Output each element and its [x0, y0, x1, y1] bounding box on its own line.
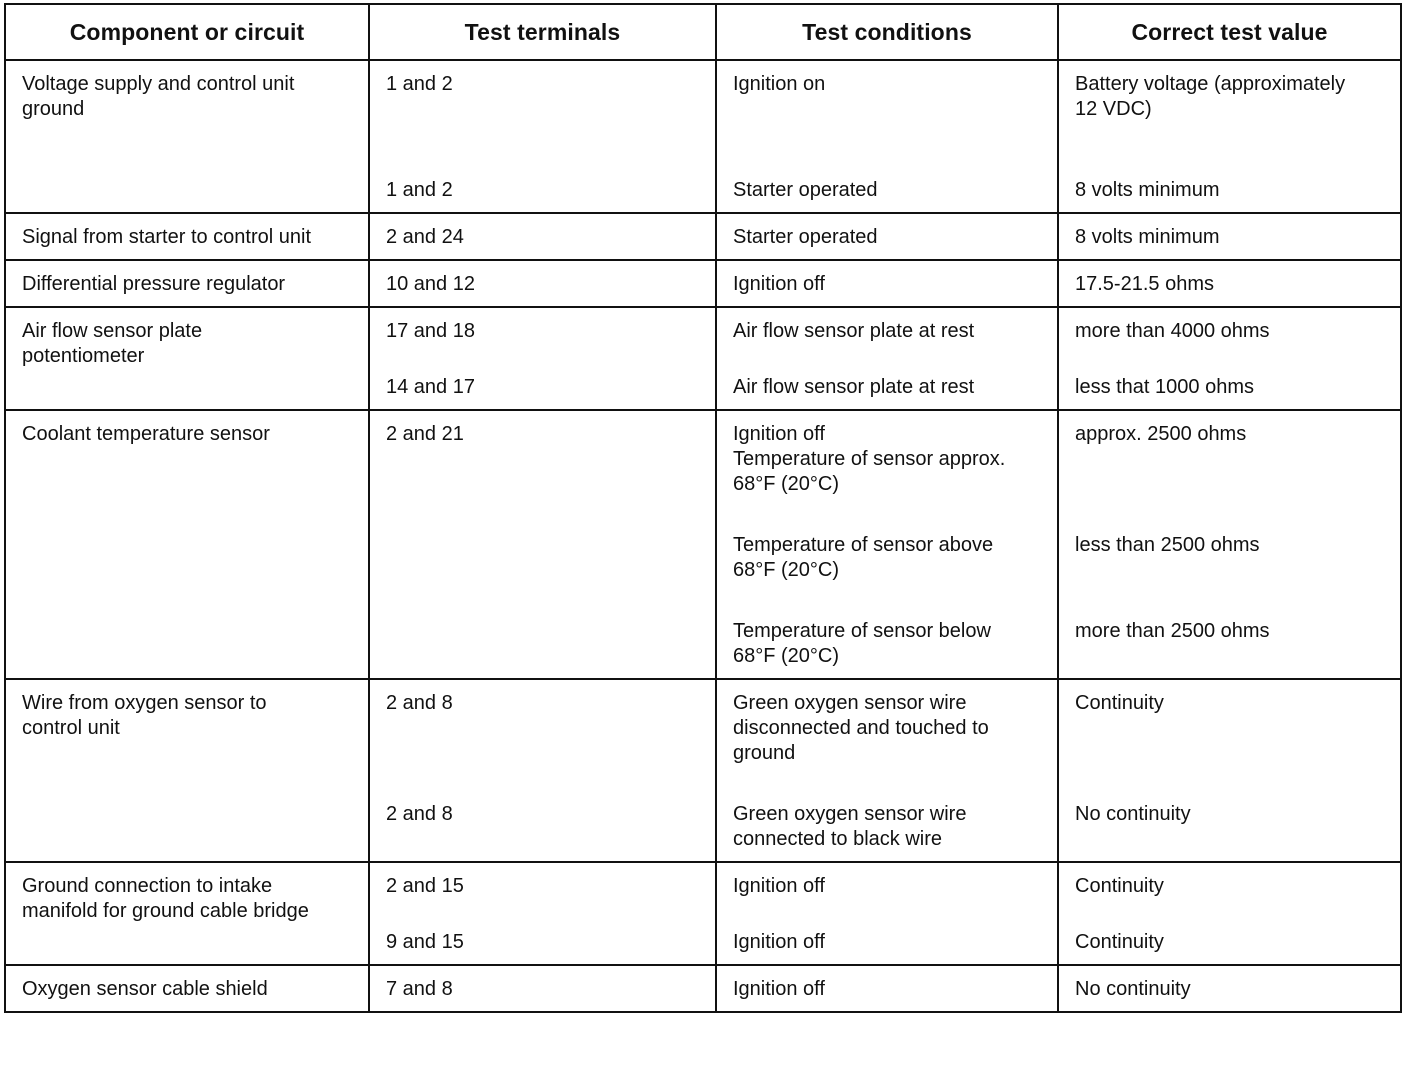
component-text: Coolant temperature sensor [22, 423, 270, 445]
test-entry [386, 619, 705, 669]
test-entry [1075, 930, 1390, 955]
test-entry [1075, 375, 1390, 400]
value-text: less than 2500 ohms [1075, 534, 1260, 556]
value-text: Continuity [1075, 875, 1164, 897]
test-entry [733, 319, 1047, 344]
value-text: No continuity [1075, 803, 1191, 825]
conditions-text: Starter operated [733, 226, 878, 248]
terminals-text: 2 and 24 [386, 226, 464, 248]
component-text: Differential pressure regulator [22, 273, 286, 295]
component-text: manifold for ground cable bridge [22, 900, 309, 922]
component-text: Air flow sensor plate [22, 320, 203, 342]
table-row [5, 679, 1401, 862]
header-component: Component or circuit [5, 4, 369, 60]
terminals-cell [369, 213, 716, 260]
terminals-text: 17 and 18 [386, 320, 475, 342]
test-entry [733, 930, 1047, 955]
test-entry [386, 72, 705, 122]
test-entry [386, 691, 705, 766]
conditions-text: 68°F (20°C) [733, 473, 840, 495]
value-text: Battery voltage (approximately [1075, 73, 1346, 95]
conditions-text: Ignition off [733, 875, 825, 897]
value-cell [1058, 679, 1401, 862]
value-text: more than 4000 ohms [1075, 320, 1270, 342]
conditions-cell [716, 307, 1058, 410]
test-entry [1075, 178, 1390, 203]
entry-spacer [733, 583, 1047, 619]
table-header-row [5, 4, 1401, 60]
entry-spacer [386, 583, 705, 619]
terminals-text: 14 and 17 [386, 376, 475, 398]
terminals-cell [369, 965, 716, 1012]
conditions-cell [716, 60, 1058, 213]
test-entry [1075, 422, 1390, 497]
terminals-text: 2 and 15 [386, 875, 464, 897]
terminals-text: 7 and 8 [386, 978, 453, 1000]
value-text: 8 volts minimum [1075, 179, 1220, 201]
test-entry [386, 375, 705, 400]
value-text: 12 VDC) [1075, 98, 1152, 120]
test-entry [1075, 691, 1390, 766]
conditions-text: 68°F (20°C) [733, 645, 840, 667]
test-entry [386, 319, 705, 344]
terminals-cell [369, 60, 716, 213]
header-terminals: Test terminals [369, 4, 716, 60]
terminals-cell [369, 862, 716, 965]
conditions-cell [716, 260, 1058, 307]
test-entry [733, 422, 1047, 497]
terminals-cell [369, 410, 716, 679]
conditions-text: ground [733, 742, 796, 764]
test-entry [733, 72, 1047, 122]
value-text: more than 2500 ohms [1075, 620, 1270, 642]
component-text: control unit [22, 717, 120, 739]
test-entry [386, 930, 705, 955]
conditions-text: Temperature of sensor above [733, 534, 994, 556]
test-entry [386, 178, 705, 203]
test-entry [733, 619, 1047, 669]
test-entry [733, 802, 1047, 852]
component-text: ground [22, 98, 85, 120]
test-entry [733, 874, 1047, 899]
test-entry [733, 225, 1047, 250]
value-cell [1058, 410, 1401, 679]
conditions-text: Temperature of sensor approx. [733, 448, 1006, 470]
entry-spacer [1075, 497, 1390, 533]
conditions-text: 68°F (20°C) [733, 559, 840, 581]
terminals-text: 1 and 2 [386, 73, 453, 95]
test-entry [733, 375, 1047, 400]
conditions-text: disconnected and touched to [733, 717, 989, 739]
test-entry [1075, 72, 1390, 122]
test-entry [733, 272, 1047, 297]
conditions-cell [716, 679, 1058, 862]
value-text: less that 1000 ohms [1075, 376, 1254, 398]
component-cell [5, 410, 369, 679]
terminals-cell [369, 260, 716, 307]
conditions-text: Ignition off [733, 978, 825, 1000]
component-cell [5, 679, 369, 862]
table-row [5, 60, 1401, 213]
conditions-text: Air flow sensor plate at rest [733, 376, 975, 398]
terminals-text: 1 and 2 [386, 179, 453, 201]
terminals-text: 2 and 8 [386, 803, 453, 825]
test-entry [1075, 619, 1390, 669]
table-row [5, 965, 1401, 1012]
entry-spacer [386, 122, 705, 178]
test-entry [1075, 802, 1390, 852]
table-body [5, 60, 1401, 1012]
terminals-text: 2 and 21 [386, 423, 464, 445]
test-entry [1075, 225, 1390, 250]
table-row [5, 260, 1401, 307]
entry-spacer [733, 766, 1047, 802]
conditions-text: Temperature of sensor below [733, 620, 991, 642]
component-text: Oxygen sensor cable shield [22, 978, 268, 1000]
component-cell [5, 60, 369, 213]
value-cell [1058, 213, 1401, 260]
test-entry [733, 691, 1047, 766]
table-row [5, 307, 1401, 410]
component-text: Ground connection to intake [22, 875, 273, 897]
conditions-text: Green oxygen sensor wire [733, 692, 967, 714]
test-entry [733, 178, 1047, 203]
header-value: Correct test value [1058, 4, 1401, 60]
component-cell [5, 260, 369, 307]
conditions-cell [716, 410, 1058, 679]
entry-spacer [386, 899, 705, 930]
test-table-container [4, 3, 1400, 1013]
table-row [5, 213, 1401, 260]
test-entry [1075, 977, 1390, 1002]
component-cell [5, 965, 369, 1012]
value-cell [1058, 60, 1401, 213]
conditions-text: Ignition off [733, 931, 825, 953]
conditions-cell [716, 862, 1058, 965]
entry-spacer [733, 497, 1047, 533]
terminals-text: 10 and 12 [386, 273, 475, 295]
value-cell [1058, 862, 1401, 965]
table-row [5, 410, 1401, 679]
terminals-text: 2 and 8 [386, 692, 453, 714]
component-text: Voltage supply and control unit [22, 73, 295, 95]
test-entry [1075, 319, 1390, 344]
conditions-cell [716, 213, 1058, 260]
value-text: approx. 2500 ohms [1075, 423, 1247, 445]
terminals-text: 9 and 15 [386, 931, 464, 953]
entry-spacer [386, 766, 705, 802]
test-entry [1075, 874, 1390, 899]
value-cell [1058, 307, 1401, 410]
entry-spacer [733, 899, 1047, 930]
conditions-text: Ignition off [733, 273, 825, 295]
entry-spacer [386, 497, 705, 533]
conditions-text: Ignition on [733, 73, 826, 95]
test-entry [386, 225, 705, 250]
entry-spacer [1075, 122, 1390, 178]
value-text: 17.5-21.5 ohms [1075, 273, 1214, 295]
test-entry [1075, 533, 1390, 583]
conditions-text: Ignition off [733, 423, 825, 445]
test-entry [386, 422, 705, 497]
terminals-cell [369, 307, 716, 410]
conditions-text: Starter operated [733, 179, 878, 201]
test-entry [386, 533, 705, 583]
test-entry [733, 977, 1047, 1002]
table-row [5, 862, 1401, 965]
component-text: potentiometer [22, 345, 145, 367]
conditions-text: Air flow sensor plate at rest [733, 320, 975, 342]
entry-spacer [733, 344, 1047, 375]
test-specifications-table [4, 3, 1402, 1013]
test-entry [733, 533, 1047, 583]
component-text: Wire from oxygen sensor to [22, 692, 267, 714]
component-text: Signal from starter to control unit [22, 226, 312, 248]
test-entry [386, 802, 705, 852]
test-entry [386, 874, 705, 899]
entry-spacer [1075, 344, 1390, 375]
test-entry [386, 272, 705, 297]
entry-spacer [1075, 899, 1390, 930]
conditions-cell [716, 965, 1058, 1012]
value-cell [1058, 965, 1401, 1012]
conditions-text: connected to black wire [733, 828, 943, 850]
component-cell [5, 862, 369, 965]
entry-spacer [1075, 583, 1390, 619]
value-text: Continuity [1075, 692, 1164, 714]
test-entry [1075, 272, 1390, 297]
value-text: 8 volts minimum [1075, 226, 1220, 248]
value-text: Continuity [1075, 931, 1164, 953]
value-cell [1058, 260, 1401, 307]
value-text: No continuity [1075, 978, 1191, 1000]
entry-spacer [733, 122, 1047, 178]
header-conditions: Test conditions [716, 4, 1058, 60]
component-cell [5, 213, 369, 260]
conditions-text: Green oxygen sensor wire [733, 803, 967, 825]
test-entry [386, 977, 705, 1002]
entry-spacer [1075, 766, 1390, 802]
component-cell [5, 307, 369, 410]
terminals-cell [369, 679, 716, 862]
entry-spacer [386, 344, 705, 375]
